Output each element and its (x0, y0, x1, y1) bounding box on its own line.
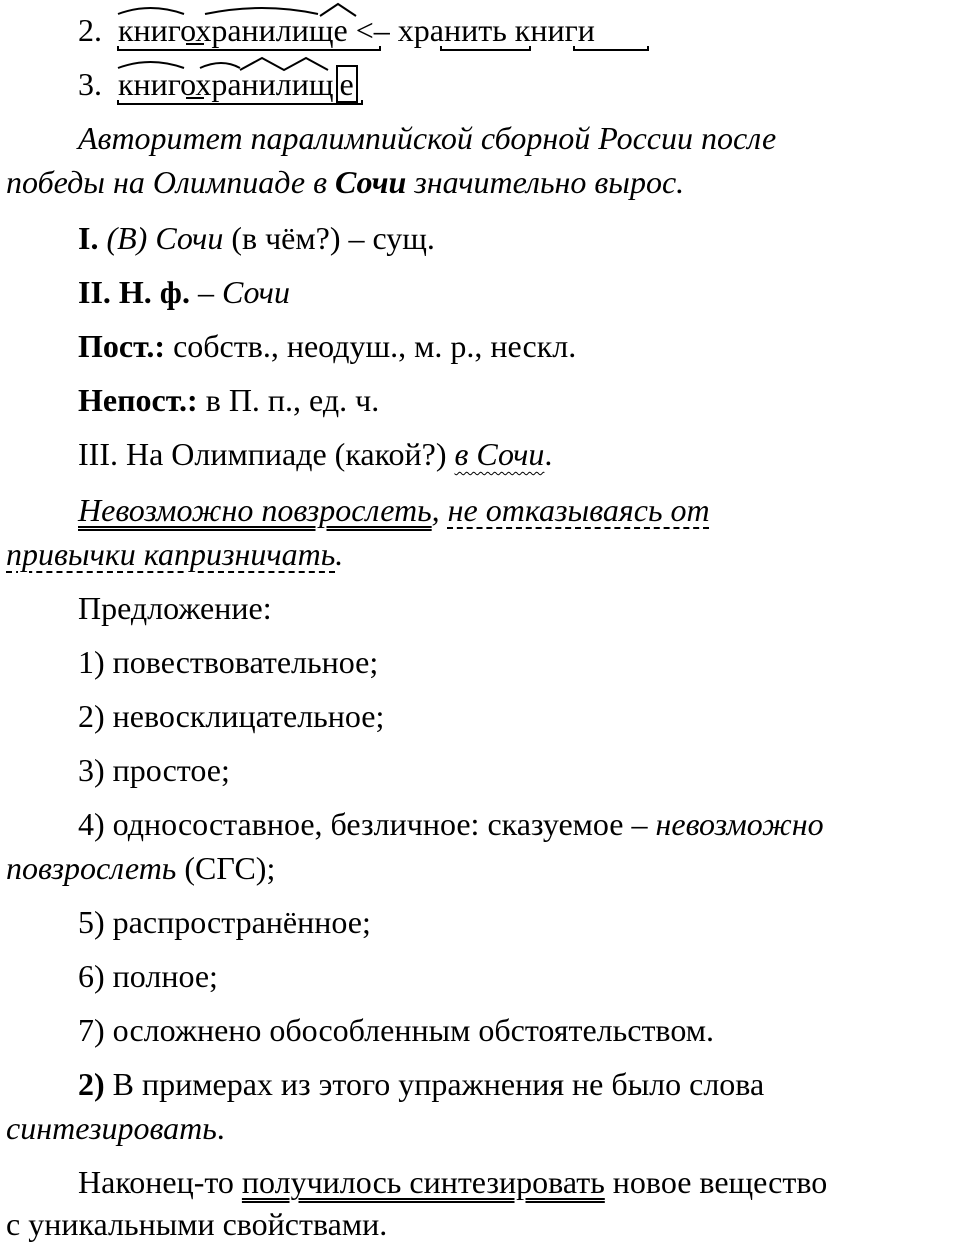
word-hranit-suffix: ить (461, 12, 507, 48)
comma: , (431, 492, 448, 528)
list-item-text: 2) невосклицательное; (78, 698, 385, 734)
final-text: новое вещество (604, 1164, 828, 1200)
morpheme-root-suffix: хранилищ (195, 66, 334, 102)
predicate-word: невозможно (655, 806, 824, 842)
parse-point-3 (0, 428, 960, 480)
list-item (0, 690, 960, 742)
list-item (0, 636, 960, 688)
connecting-vowel: о (180, 66, 196, 102)
list-item-text: 6) полное; (78, 958, 218, 994)
note-text: В примерах из этого упражнения не было слова (104, 1066, 765, 1102)
predicate-underlined: Невозможно повзрослеть (78, 492, 432, 528)
parse-mark: Пост.: (78, 328, 166, 364)
parse-point-nonconst (0, 374, 960, 426)
final-text: Наконец-то (78, 1164, 242, 1200)
list-item-text: 7) осложнено обособленным обстоятельством. (78, 1012, 714, 1048)
parse-text: (в чём?) – сущ. (223, 220, 435, 256)
heading-text: Предложение: (78, 590, 272, 626)
parse-point-2 (0, 266, 960, 318)
list-item-text: (СГС); (176, 850, 276, 886)
list-item (0, 950, 960, 1002)
morpheme-suffix: ищ (291, 12, 334, 48)
sentence-1-text-b1: победы на Олимпиаде в (6, 164, 335, 200)
final-text: с уникальными свойствами. (6, 1206, 388, 1242)
item-number: 3. (78, 66, 102, 102)
arrow: <– (355, 12, 390, 48)
parse-text: в П. п., ед. ч. (197, 382, 380, 418)
note-word: синтезировать (6, 1110, 217, 1146)
note-2-line-b (0, 1102, 960, 1154)
word-knigi-stem: книг (514, 12, 578, 48)
line-morpheme-3 (0, 58, 960, 110)
morpheme-root: книг (118, 12, 181, 48)
list-item-text: 1) повествовательное; (78, 644, 379, 680)
predicate-underlined: получилось синтезировать (241, 1164, 605, 1200)
parse-word-wavy: в Сочи (454, 436, 545, 472)
parse-mark: I. (78, 220, 99, 256)
sentence-1-line-b (0, 156, 960, 208)
predicate-word: повзрослеть (6, 850, 177, 886)
parse-point-1 (0, 212, 960, 264)
adverbial-underlined: не отказываясь от (447, 492, 710, 528)
list-item (0, 896, 960, 948)
parse-dot: . (544, 436, 553, 472)
sentence-1-text-a: Авторитет паралимпийской сборной России после (78, 120, 777, 156)
parse-text: III. На Олимпиаде (какой?) (78, 436, 455, 472)
list-item (0, 744, 960, 796)
final-sentence-line-b (0, 1198, 960, 1250)
note-dot: . (216, 1110, 225, 1146)
parse-mark: Непост.: (78, 382, 198, 418)
word-knigi-ending: и (577, 12, 595, 48)
morpheme-root: хранил (195, 12, 292, 48)
list-item-4-line-b (0, 842, 960, 894)
morpheme-root: книг (118, 66, 181, 102)
line-word-formation-2 (0, 4, 960, 56)
word-hranit-stem: хран (397, 12, 462, 48)
list-item (0, 1004, 960, 1056)
connecting-vowel: о (180, 12, 196, 48)
parse-text: собств., неодуш., м. р., нескл. (165, 328, 577, 364)
list-item-text: 4) односоставное, безличное: сказуемое – (78, 806, 656, 842)
item-number: 2. (78, 12, 102, 48)
note-mark: 2) (78, 1066, 105, 1102)
dot: . (335, 536, 344, 572)
parse-word: (В) Сочи (106, 220, 224, 256)
parse-word: Сочи (221, 274, 290, 310)
list-item-text: 3) простое; (78, 752, 230, 788)
morpheme-ending-box: е (336, 65, 358, 103)
sentence-1-text-b3: значительно вырос. (406, 164, 685, 200)
adverbial-underlined: привычки капризничать (6, 536, 336, 572)
sentence-1-bold-word: Сочи (334, 164, 407, 200)
heading-sentence (0, 582, 960, 634)
parse-point-const (0, 320, 960, 372)
parse-dash: – (189, 274, 222, 310)
list-item-text: 5) распространённое; (78, 904, 371, 940)
morpheme-ending: е (333, 12, 348, 48)
parse-mark: II. Н. ф. (78, 274, 190, 310)
sentence-2-line-b (0, 528, 960, 580)
